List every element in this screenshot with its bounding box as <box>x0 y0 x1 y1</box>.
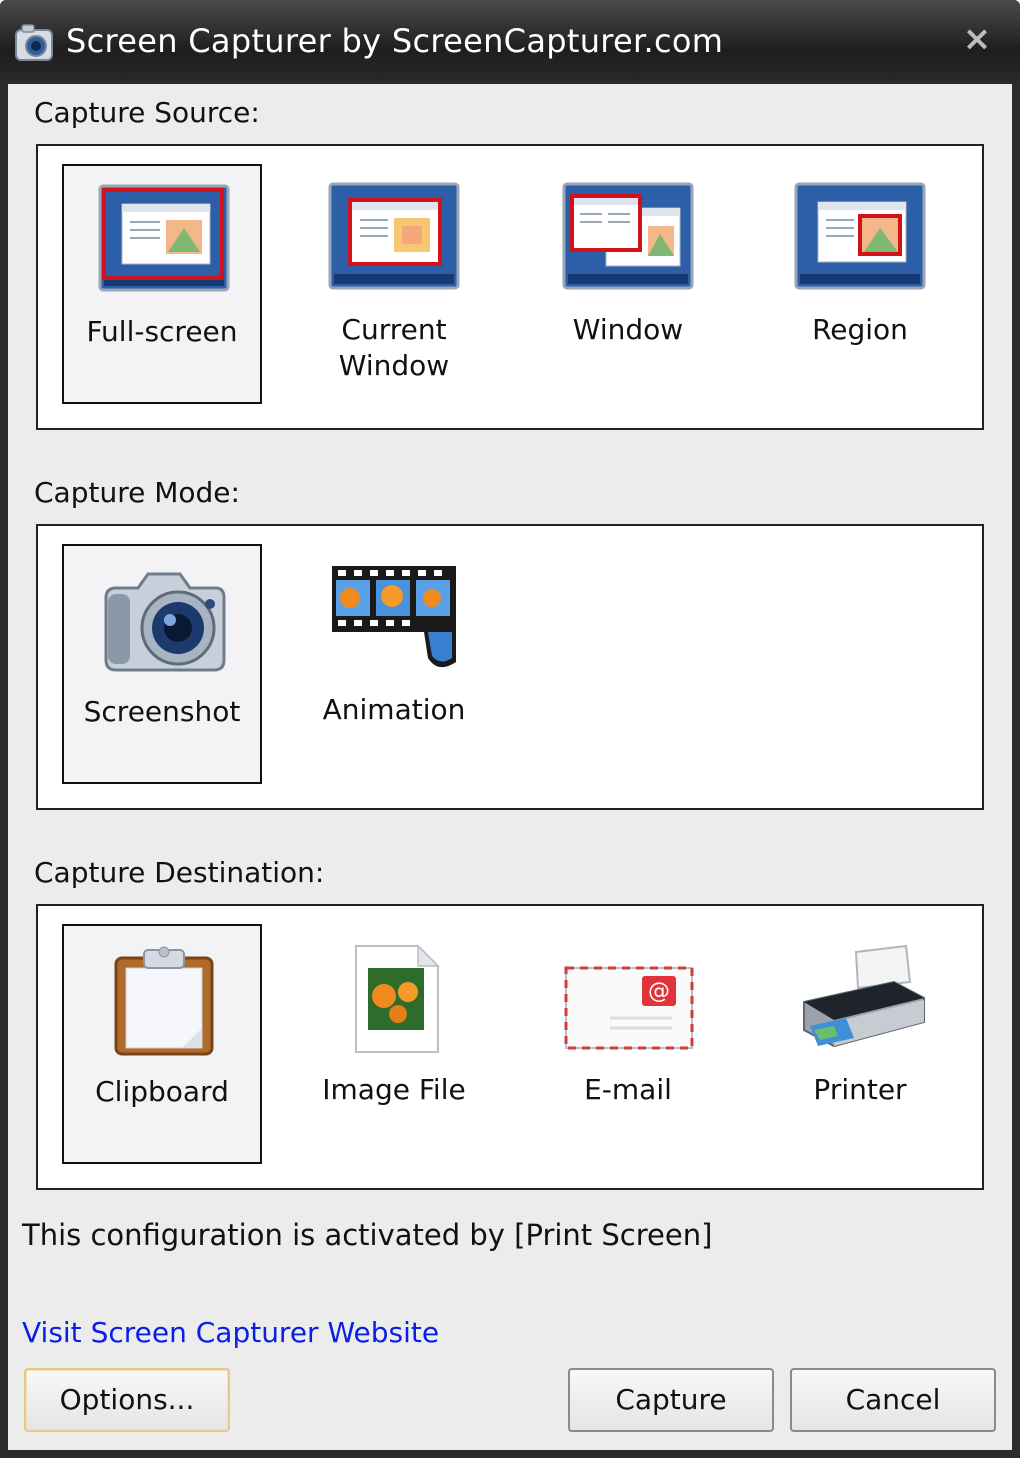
camera-icon <box>98 564 230 676</box>
mode-animation-option[interactable] <box>294 544 494 784</box>
window-icon <box>562 182 694 294</box>
source-window-option[interactable] <box>528 164 728 404</box>
close-icon[interactable]: × <box>962 19 992 59</box>
printer-icon <box>794 942 926 1054</box>
capture-mode-label: Capture Mode: <box>34 476 240 509</box>
svg-text:@: @ <box>648 979 670 1004</box>
cancel-button[interactable]: Cancel <box>790 1368 996 1432</box>
image-file-label: Image File <box>322 1073 466 1106</box>
capture-button[interactable]: Capture <box>568 1368 774 1432</box>
source-region-option[interactable] <box>760 164 960 404</box>
film-icon <box>328 562 460 674</box>
full-screen-icon <box>98 184 230 296</box>
capture-destination-label: Capture Destination: <box>34 856 325 889</box>
source-full-screen-option[interactable] <box>62 164 262 404</box>
image-file-icon <box>328 942 460 1054</box>
window-label: Window <box>572 313 684 346</box>
screenshot-label: Screenshot <box>83 695 241 728</box>
clipboard-icon <box>98 944 230 1056</box>
destination-clipboard-option[interactable] <box>62 924 262 1164</box>
current-window-icon <box>328 182 460 294</box>
animation-label: Animation <box>322 693 466 726</box>
clipboard-label: Clipboard <box>95 1075 229 1108</box>
capture-destination-panel <box>36 904 984 1190</box>
destination-email-option[interactable] <box>528 924 728 1164</box>
source-current-window-option[interactable] <box>294 164 494 404</box>
email-icon <box>562 942 694 1054</box>
capture-mode-panel <box>36 524 984 810</box>
printer-label: Printer <box>813 1073 907 1106</box>
mode-screenshot-option[interactable] <box>62 544 262 784</box>
destination-printer-option[interactable] <box>760 924 960 1164</box>
email-label: E-mail <box>584 1073 672 1106</box>
hotkey-status-text: This configuration is activated by [Print Screen] <box>22 1218 713 1252</box>
capture-source-panel <box>36 144 984 430</box>
region-icon <box>794 182 926 294</box>
region-label: Region <box>812 313 908 346</box>
full-screen-label: Full-screen <box>86 315 238 348</box>
visit-website-link[interactable]: Visit Screen Capturer Website <box>22 1316 440 1349</box>
destination-image-file-option[interactable] <box>294 924 494 1164</box>
window-title: Screen Capturer by ScreenCapturer.com <box>66 22 724 60</box>
options-button[interactable]: Options... <box>24 1368 230 1432</box>
title-bar[interactable] <box>0 0 1020 84</box>
capture-source-label: Capture Source: <box>34 96 260 129</box>
app-camera-icon <box>12 20 58 66</box>
current-window-label: Current Window <box>338 313 450 382</box>
